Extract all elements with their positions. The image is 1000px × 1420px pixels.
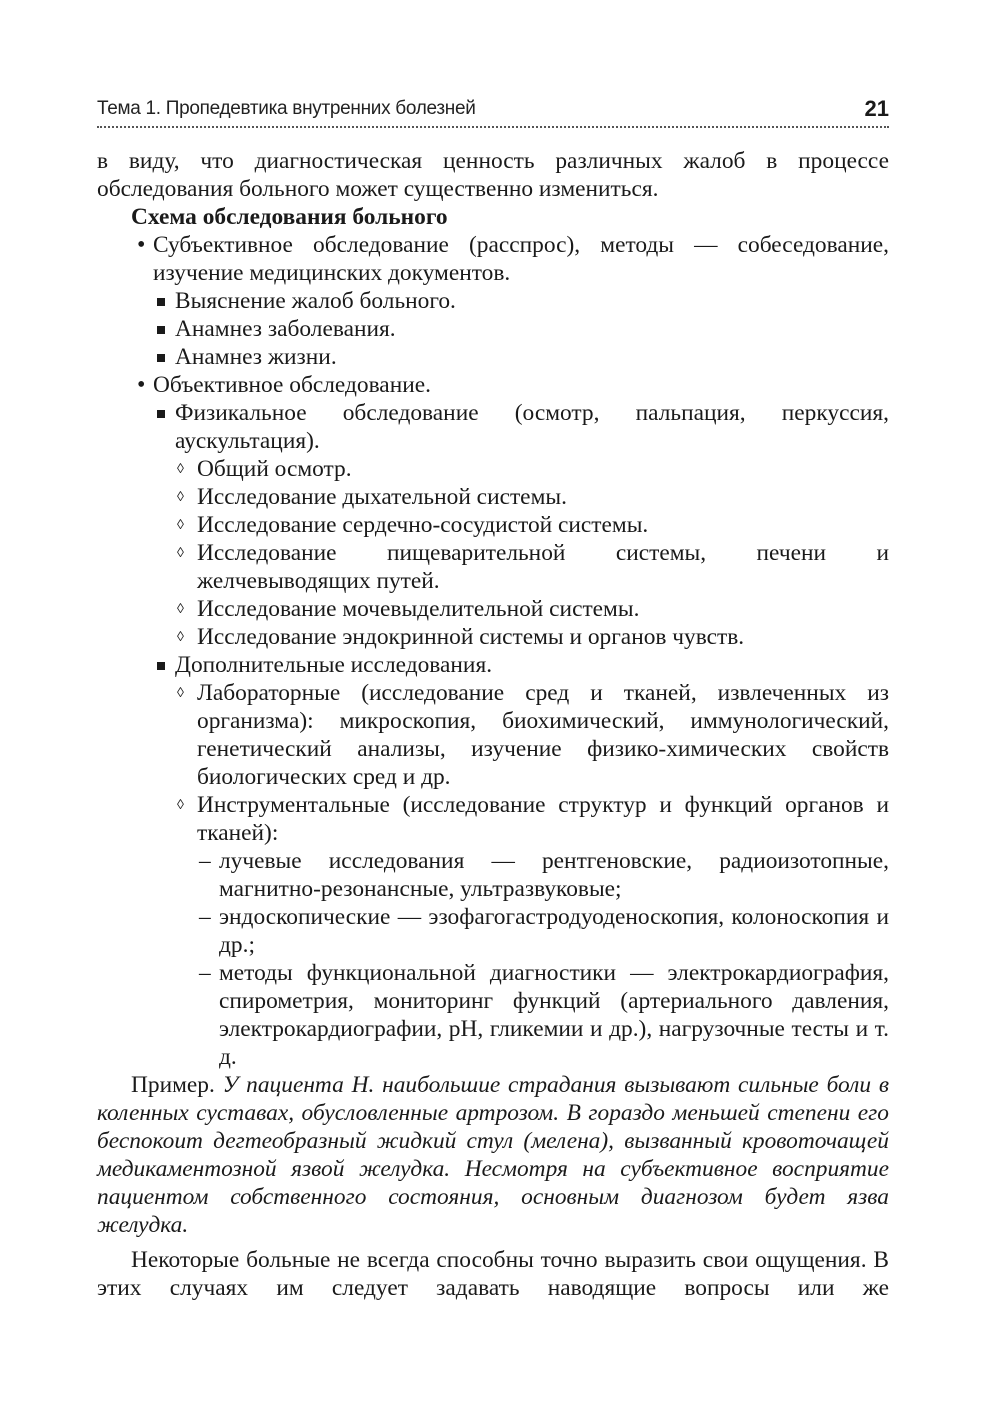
page-number: 21: [864, 96, 889, 121]
bullet-marker: •: [137, 232, 146, 258]
list-item-endocrine: [97, 623, 889, 651]
diamond-marker: ◊: [177, 602, 184, 617]
dash-marker: –: [199, 904, 211, 930]
square-bullet-icon: [157, 662, 165, 670]
diamond-marker: ◊: [177, 798, 184, 813]
list-item-cardiovascular: [97, 511, 889, 539]
list-item-text: Анамнез заболевания.: [175, 316, 396, 342]
list-item-text: Физикальное обследование (осмотр, пальпация, перкуссия, аускультация).: [175, 400, 889, 454]
list-item-life-anamnesis: [97, 343, 889, 371]
list-item-digestive: [97, 539, 889, 595]
list-item-complaints: [97, 287, 889, 315]
list-item-disease-anamnesis: [97, 315, 889, 343]
list-item-physical: [97, 399, 889, 455]
list-item-text: Исследование пищеварительной системы, печени и желчевыводящих путей.: [197, 540, 889, 594]
list-item-urinary: [97, 595, 889, 623]
book-page: [97, 92, 889, 1302]
diamond-marker: ◊: [177, 490, 184, 505]
list-item-objective: [97, 371, 889, 399]
list-item-text: Анамнез жизни.: [175, 344, 337, 370]
list-item-text: методы функциональной диагностики — электрокардиография, спирометрия, мониторинг функций (артериального давления, электрокардиографии, pH, гликемии и др.), нагрузочные тесты и т. д.: [219, 960, 889, 1070]
bullet-marker: •: [137, 372, 146, 398]
diamond-marker: ◊: [177, 546, 184, 561]
list-item-respiratory: [97, 483, 889, 511]
list-item-general-exam: [97, 455, 889, 483]
list-item-text: Лабораторные (исследование сред и тканей, извлеченных из организма): микроскопия, биохимический, иммунологический, генетический анализы, изучение физико-химических свойств биологических сред и др.: [197, 680, 889, 790]
list-item-text: лучевые исследования — рентгеновские, радиоизотопные, магнитно-резонансные, ультразвуковые;: [219, 848, 889, 902]
page-body: [97, 147, 889, 1302]
paragraph-spacer: [97, 1239, 889, 1246]
example-label: Пример.: [131, 1072, 215, 1098]
intro-line-2: обследования больного может существенно измениться.: [97, 176, 659, 202]
list-item-endoscopy: [97, 903, 889, 959]
dash-marker: –: [199, 960, 211, 986]
closing-paragraph: Некоторые больные не всегда способны точно выразить свои ощущения. В этих случаях им следует задавать наводящие вопросы или же: [97, 1247, 889, 1301]
diamond-marker: ◊: [177, 630, 184, 645]
list-item-text: Общий осмотр.: [197, 456, 352, 482]
dash-marker: –: [199, 848, 211, 874]
diamond-marker: ◊: [177, 686, 184, 701]
square-bullet-icon: [157, 354, 165, 362]
list-item-text: Исследование дыхательной системы.: [197, 484, 567, 510]
list-item-instrumental: [97, 791, 889, 847]
list-item-text: Субъективное обследование (расспрос), методы — собеседование, изучение медицинских документов.: [153, 232, 889, 286]
page-header: [97, 92, 889, 128]
list-item-text: Исследование мочевыделительной системы.: [197, 596, 640, 622]
list-item-text: Инструментальные (исследование структур и функций органов и тканей):: [197, 792, 889, 846]
diamond-marker: ◊: [177, 462, 184, 477]
example-paragraph: [97, 1071, 889, 1239]
list-item-laboratory: [97, 679, 889, 791]
list-item-functional-diagnostics: [97, 959, 889, 1071]
diamond-marker: ◊: [177, 518, 184, 533]
list-item-subjective: [97, 231, 889, 287]
list-item-text: эндоскопические — эзофагогастродуоденоскопия, колоноскопия и др.;: [219, 904, 889, 958]
list-item-text: Исследование сердечно-сосудистой системы.: [197, 512, 649, 538]
example-text: У пациента Н. наибольшие страдания вызывают сильные боли в коленных суставах, обусловленные артрозом. В гораздо меньшей степени его беспокоит дегтеобразный жидкий стул (мелена), вызванный кровоточащей медикаментозной язвой желудка. Несмотря на субъективное восприятие пациентом собственного состояния, основным диагнозом будет язва желудка.: [97, 1072, 889, 1238]
section-heading: Схема обследования больного: [131, 204, 448, 230]
intro-line-1: в виду, что диагностическая ценность различных жалоб в процессе: [97, 148, 889, 174]
list-item-text: Объективное обследование.: [153, 372, 431, 398]
list-item-text: Дополнительные исследования.: [175, 652, 493, 678]
running-title: Тема 1. Пропедевтика внутренних болезней: [97, 98, 476, 119]
list-item-text: Выяснение жалоб больного.: [175, 288, 456, 314]
list-item-text: Исследование эндокринной системы и органов чувств.: [197, 624, 745, 650]
list-item-radiology: [97, 847, 889, 903]
list-item-additional: [97, 651, 889, 679]
square-bullet-icon: [157, 298, 165, 306]
square-bullet-icon: [157, 326, 165, 334]
square-bullet-icon: [157, 410, 165, 418]
